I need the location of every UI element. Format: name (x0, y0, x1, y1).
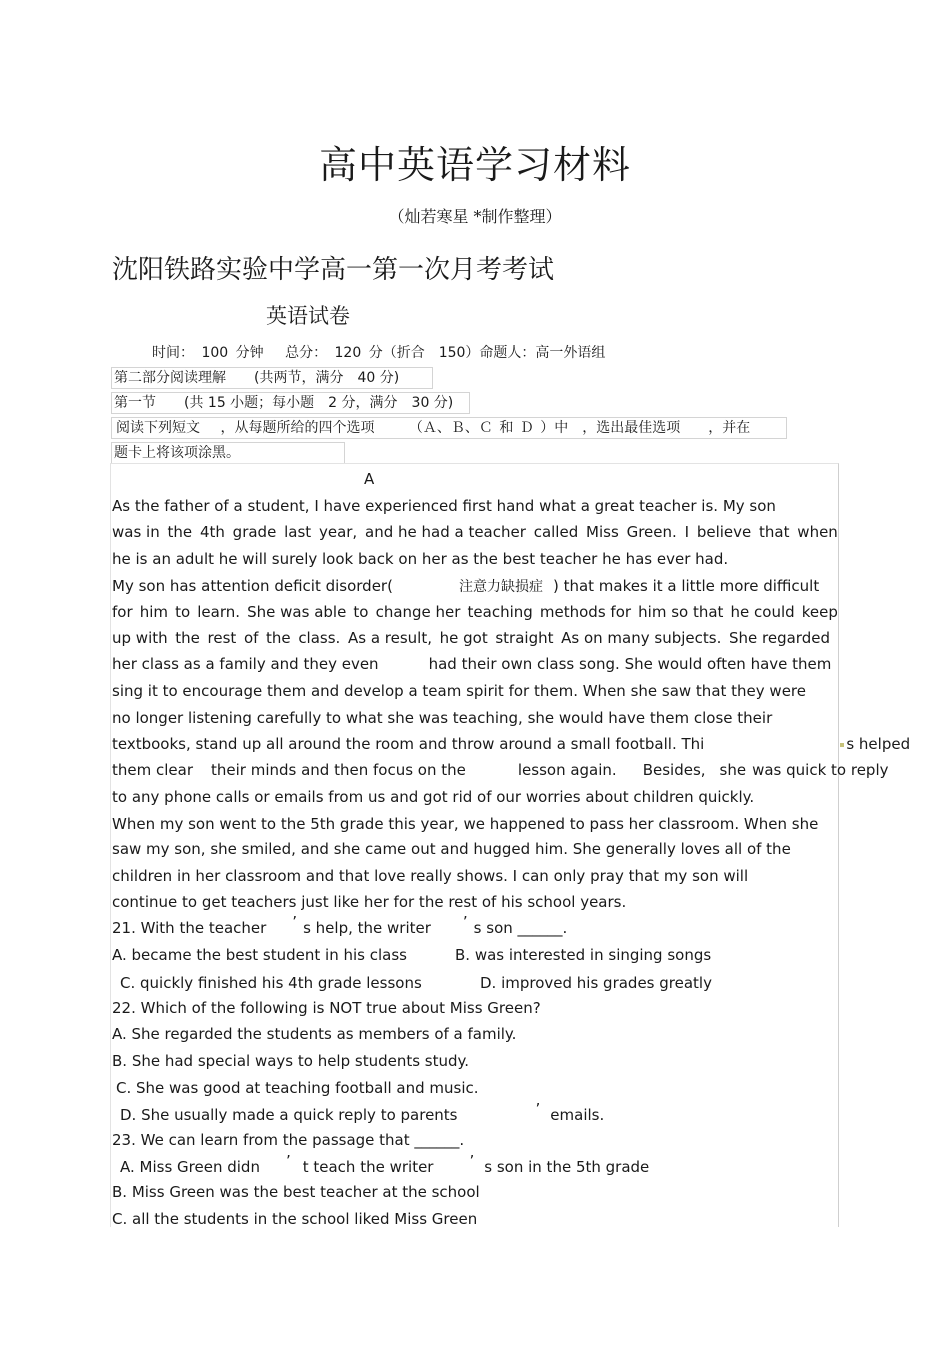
word: As on many subjects. (561, 629, 722, 647)
passage-line: As the father of a student, I have experienced first hand what a great teacher is. My son (112, 497, 776, 515)
apostrophe: ’ (469, 1152, 475, 1170)
word: that (759, 523, 790, 541)
question-23-option-a (120, 1152, 650, 1176)
word: learn. (197, 603, 241, 621)
page-title: 高中英语学习材料 (318, 143, 631, 187)
word: him so that (638, 603, 724, 621)
word: of (243, 629, 259, 647)
passage-line: continue to get teachers just like her for the rest of his school years. (112, 893, 627, 911)
text-segment: 21. With the teacher (112, 919, 267, 937)
chinese-gloss: 注意力缺损症 (458, 579, 543, 595)
text-segment: s help, the writer (303, 919, 431, 937)
highlight-mark (840, 743, 844, 747)
text-segment: was quick to reply (752, 761, 889, 779)
passage-line (112, 735, 910, 753)
text-segment: s helped (846, 735, 911, 753)
text-segment: Besides, (642, 761, 706, 779)
apostrophe: ’ (285, 1152, 291, 1170)
word: grade (232, 523, 277, 541)
passage-label: A (364, 470, 375, 488)
instruction-line-2: 题卡上将该项涂黑。 (111, 442, 345, 464)
question-21-option-c: C. quickly finished his 4th grade lessons (120, 974, 422, 992)
text-segment: t teach the writer (302, 1158, 434, 1176)
question-23-option-b: B. Miss Green was the best teacher at the school (112, 1183, 480, 1201)
text-segment: ) that makes it a little more difficult (552, 577, 820, 595)
word: he got (439, 629, 488, 647)
question-21-stem (112, 913, 568, 937)
word: last (284, 523, 312, 541)
word: believe (696, 523, 752, 541)
passage-line: children in her classroom and that love really shows. I can only pray that my son will (112, 867, 749, 885)
question-22-option-a: A. She regarded the students as members of a family. (112, 1025, 517, 1043)
question-21-option-d: D. improved his grades greatly (480, 974, 712, 992)
section-sub-heading: 第一节 (共 15 小题；每小题 2 分，满分 30 分) (111, 392, 470, 414)
passage-line-justified (112, 603, 838, 621)
instruction-line-1: 阅读下列短文 ，从每题所给的四个选项 （Ａ、Ｂ、Ｃ 和 Ｄ ）中 ，选出最佳选项 ，并在 (111, 417, 787, 439)
word: the (167, 523, 193, 541)
word: for (112, 603, 133, 621)
question-22-stem: 22. Which of the following is NOT true about Miss Green? (112, 999, 541, 1017)
passage-line: sing it to encourage them and develop a team spirit for them. When she saw that they were (112, 682, 806, 700)
word: methods for (539, 603, 632, 621)
word: Green. (626, 523, 677, 541)
word: keep (801, 603, 838, 621)
exam-school-title: 沈阳铁路实验中学高一第一次月考考试 (112, 255, 555, 285)
text-segment: had their own class song. She would often have them (428, 655, 832, 673)
apostrophe: ’ (462, 913, 468, 931)
word: As a result, (347, 629, 432, 647)
passage-line-justified (112, 629, 830, 647)
word: straight (495, 629, 554, 647)
word: I (684, 523, 690, 541)
word: change her (375, 603, 461, 621)
text-segment: she (719, 761, 747, 779)
text-segment: s son in the 5th grade (484, 1158, 650, 1176)
question-23-option-c: C. all the students in the school liked Miss Green (112, 1210, 478, 1228)
text-segment: emails. (550, 1106, 605, 1124)
word: the (175, 629, 200, 647)
word: She regarded (728, 629, 830, 647)
word: called (533, 523, 579, 541)
passage-line (112, 761, 889, 779)
exam-paper-title: 英语试卷 (266, 304, 350, 328)
word: Miss (586, 523, 619, 541)
text-segment: lesson again. (517, 761, 617, 779)
exam-meta: 时间： 100 分钟 总分： 120 分（折合 150）命题人：高一外语组 (152, 345, 606, 361)
question-22-option-d (120, 1100, 605, 1124)
passage-line: to any phone calls or emails from us and got rid of our worries about children quickly. (112, 788, 755, 806)
page-subtitle: （灿若寒星 *制作整理） (388, 207, 562, 226)
word: year, (318, 523, 358, 541)
word: he could (730, 603, 795, 621)
passage-line: he is an adult he will surely look back on her as the best teacher he has ever had. (112, 550, 729, 568)
word: him (139, 603, 169, 621)
question-22-option-b: B. She had special ways to help students study. (112, 1052, 470, 1070)
passage-line: no longer listening carefully to what she was teaching, she would have them close their (112, 709, 773, 727)
passage-line (112, 576, 819, 596)
passage-line-justified (112, 523, 838, 541)
text-segment: My son has attention deficit disorder( (112, 577, 393, 595)
apostrophe: ’ (292, 913, 298, 931)
question-21-option-a: A. became the best student in his class (112, 946, 407, 964)
section-part-heading: 第二部分阅读理解 (共两节，满分 40 分) (111, 367, 433, 389)
text-segment: their minds and then focus on the (211, 761, 466, 779)
text-segment: s son ______. (473, 919, 568, 937)
word: teaching (467, 603, 533, 621)
text-segment: her class as a family and they even (112, 655, 379, 673)
word: was in (112, 523, 160, 541)
passage-line (112, 655, 831, 673)
word: when (797, 523, 838, 541)
word: to (175, 603, 191, 621)
word: rest (207, 629, 237, 647)
question-22-option-c: C. She was good at teaching football and music. (116, 1079, 479, 1097)
word: 4th (199, 523, 225, 541)
word: to (353, 603, 369, 621)
word: up with (112, 629, 168, 647)
word: and he had a teacher (365, 523, 526, 541)
text-segment: textbooks, stand up all around the room and throw around a small football. Thi (112, 735, 705, 753)
question-23-stem: 23. We can learn from the passage that ______. (112, 1131, 465, 1149)
passage-line: When my son went to the 5th grade this year, we happened to pass her classroom. When she (112, 815, 819, 833)
word: class. (298, 629, 341, 647)
passage-line: saw my son, she smiled, and she came out and hugged him. She generally loves all of the (112, 840, 791, 858)
question-21-option-b: B. was interested in singing songs (455, 946, 712, 964)
word: She was able (247, 603, 347, 621)
text-segment: A. Miss Green didn (120, 1158, 260, 1176)
word: the (266, 629, 291, 647)
text-segment: D. She usually made a quick reply to parents (120, 1106, 458, 1124)
apostrophe: ’ (535, 1100, 541, 1118)
text-segment: them clear (112, 761, 193, 779)
